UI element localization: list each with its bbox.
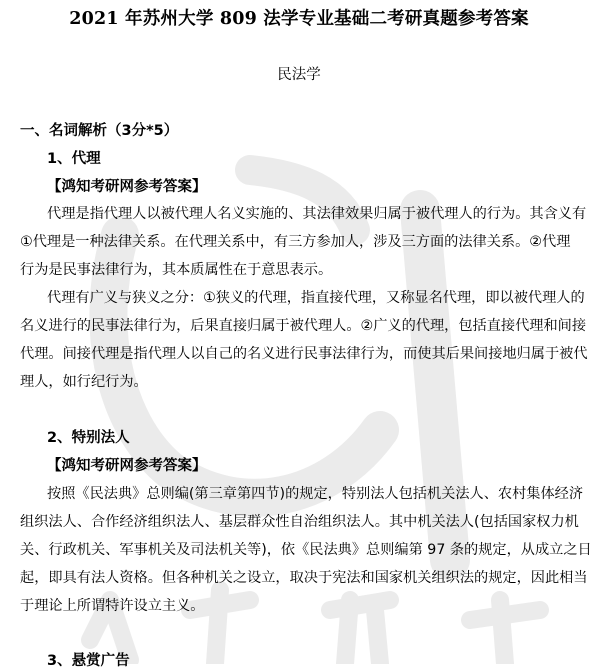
section-heading-2: 2、特别法人 — [47, 430, 130, 446]
paragraph-line: 理人，如行纪行为。 — [20, 374, 148, 390]
paragraph-line: 关、行政机关、军事机关及司法机关等)，依《民法典》总则编第 97 条的规定，从成立之日 — [20, 542, 592, 558]
part-heading: 一、名词解析（3分*5） — [20, 123, 179, 139]
paragraph-line: 代理是指代理人以被代理人名义实施的、其法律效果归属于被代理人的行为。其含义有 — [47, 206, 587, 222]
paragraph-line: 代理有广义与狭义之分：①狭义的代理，指直接代理，又称显名代理，即以被代理人的 — [47, 290, 585, 306]
document-title: 2021 年苏州大学 809 法学专业基础二考研真题参考答案 — [69, 9, 529, 29]
paragraph-line: 行为是民事法律行为，其本质属性在于意思表示。 — [20, 262, 333, 278]
paragraph-line: 于理论上所谓特许设立主义。 — [20, 598, 205, 614]
subject-heading: 民法学 — [277, 67, 321, 83]
section-heading-3: 3、悬赏广告 — [47, 653, 130, 669]
paragraph-line: 名义进行的民事法律行为，后果直接归属于被代理人。②广义的代理，包括直接代理和间接 — [20, 318, 587, 334]
answer-label-2: 【鸿知考研网参考答案】 — [47, 457, 207, 474]
paragraph-line: 组织法人、合作经济组织法人、基层群众性自治组织法人。其中机关法人(包括国家权力机 — [20, 514, 579, 530]
answer-label-1: 【鸿知考研网参考答案】 — [47, 178, 207, 195]
paragraph-line: 代理。间接代理是指代理人以自己的名义进行民事法律行为，而使其后果间接地归属于被代 — [20, 346, 588, 362]
paragraph-line: 按照《民法典》总则编(第三章第四节)的规定，特别法人包括机关法人、农村集体经济 — [47, 486, 584, 502]
paragraph-line: ①代理是一种法律关系。在代理关系中，有三方参加人，涉及三方面的法律关系。②代理 — [20, 234, 571, 250]
section-heading-1: 1、代理 — [47, 151, 101, 167]
paragraph-line: 起，即具有法人资格。但各种机关之设立，取决于宪法和国家机关组织法的规定，因此相当 — [20, 570, 588, 586]
